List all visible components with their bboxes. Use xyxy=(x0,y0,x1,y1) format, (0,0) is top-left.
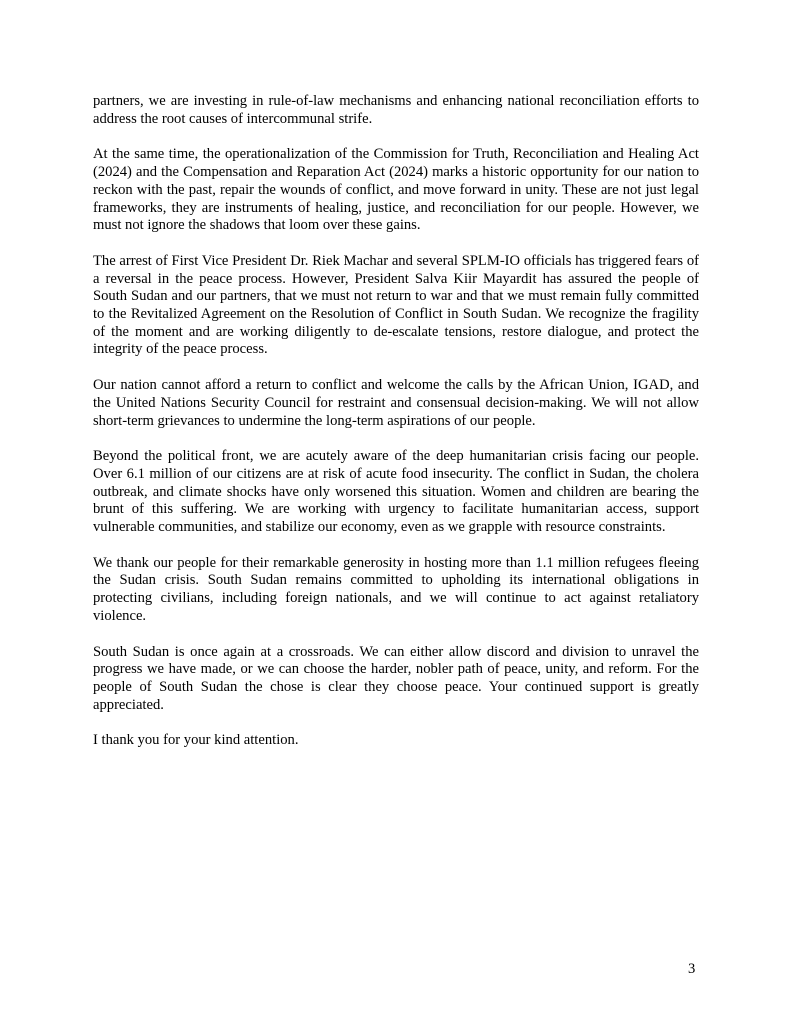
paragraph-closing: I thank you for your kind attention. xyxy=(93,732,299,749)
paragraph-no-return-to-conflict: Our nation cannot afford a return to conflict and welcome the calls by the African Union, IGAD, and the United Nations Security Council for restraint and consensual decision-making. We will not allow short-term grievances to undermine the long-term aspirations of our people. xyxy=(93,377,699,429)
paragraph-rule-of-law: partners, we are investing in rule-of-law mechanisms and enhancing national reconciliation efforts to address the root causes of intercommunal strife. xyxy=(93,93,699,127)
paragraph-crossroads: South Sudan is once again at a crossroads. We can either allow discord and division to unravel the progress we have made, or we can choose the harder, nobler path of peace, unity, and reform. For the people of South Sudan the chose is clear they choose peace. Your continued support is greatly appreciated. xyxy=(93,643,699,713)
page-number: 3 xyxy=(688,961,696,977)
paragraph-arrest-machar: The arrest of First Vice President Dr. Riek Machar and several SPLM-IO officials has triggered fears of a reversal in the peace process. However, President Salva Kiir Mayardit has assured the people of South Sudan and our partners, that we must not return to war and that we must remain fully committed to the Revitalized Agreement on the Resolution of Conflict in South Sudan. We recognize the fragility of the moment and are working diligently to de-escalate tensions, restore dialogue, and protect the integrity of the peace process. xyxy=(93,252,699,358)
paragraph-refugees: We thank our people for their remarkable generosity in hosting more than 1.1 million refugees fleeing the Sudan crisis. South Sudan remains committed to upholding its international obligations in protecting civilians, including foreign nationals, and we will continue to act against retaliatory violence. xyxy=(93,554,699,624)
paragraph-humanitarian-crisis: Beyond the political front, we are acutely aware of the deep humanitarian crisis facing our people. Over 6.1 million of our citizens are at risk of acute food insecurity. The conflict in Sudan, the cholera outbreak, and climate shocks have only worsened this situation. Women and children are bearing the brunt of this suffering. We are working with urgency to facilitate humanitarian access, support vulnerable communities, and stabilize our economy, even as we grapple with resource constraints. xyxy=(93,448,699,536)
document-body xyxy=(93,93,699,750)
paragraph-truth-commission: At the same time, the operationalization of the Commission for Truth, Reconciliation and Healing Act (2024) and the Compensation and Reparation Act (2024) marks a historic opportunity for our nation to reckon with the past, repair the wounds of conflict, and move forward in unity. These are not just legal frameworks, they are instruments of healing, justice, and reconciliation for our people. However, we must not ignore the shadows that loom over these gains. xyxy=(93,146,699,234)
